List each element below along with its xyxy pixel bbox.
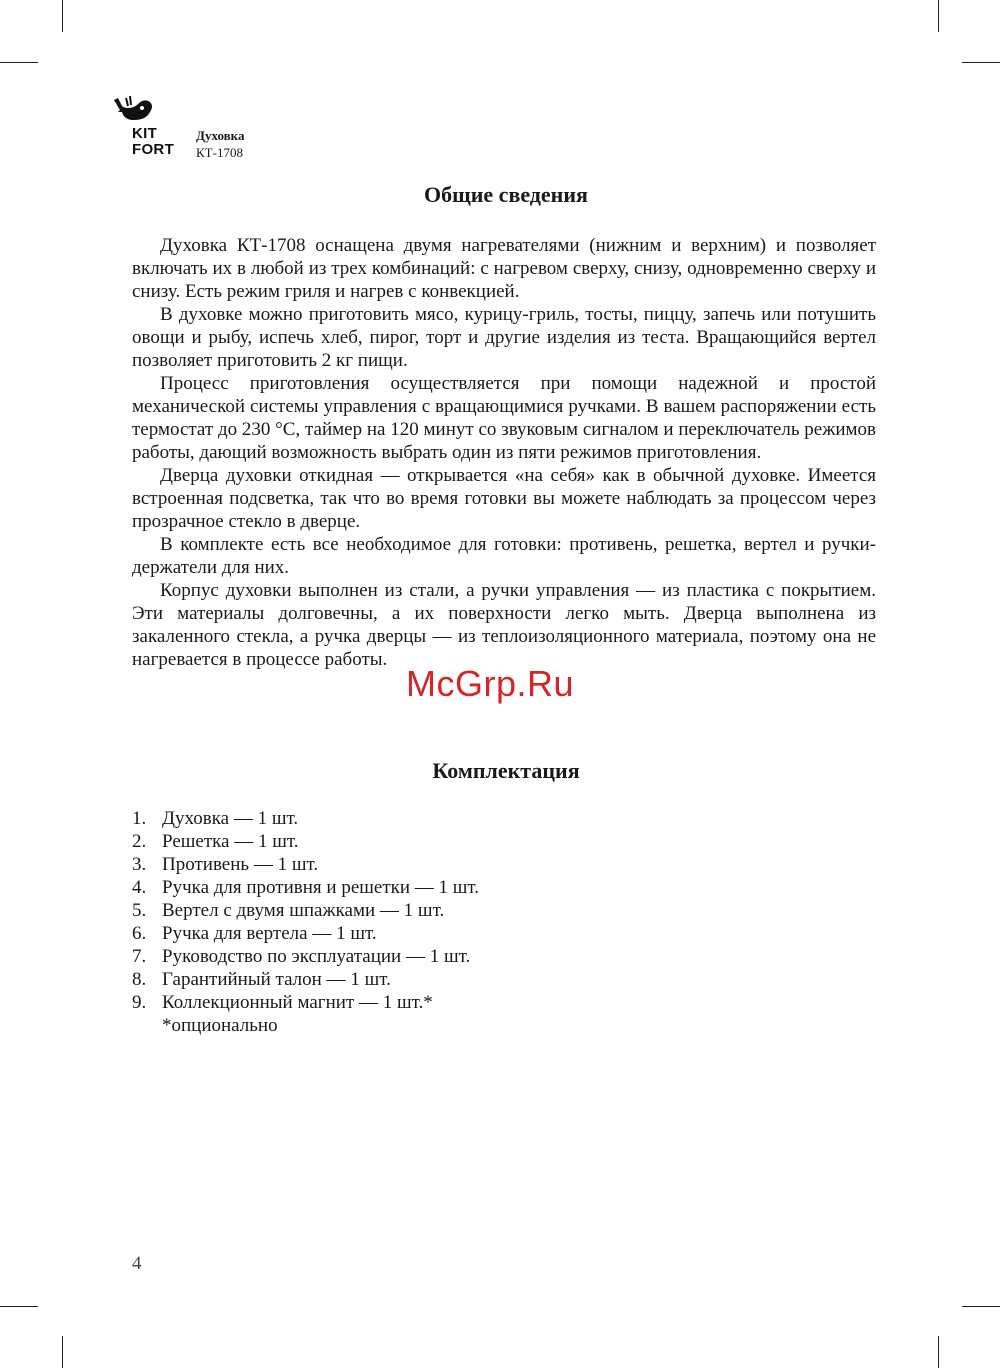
item-text: Ручка для вертела — 1 шт. bbox=[162, 923, 377, 944]
package-contents-list bbox=[132, 807, 479, 1014]
item-number: 3. bbox=[132, 854, 147, 875]
item-text: Ручка для противня и решетки — 1 шт. bbox=[162, 877, 480, 898]
list-item bbox=[132, 830, 479, 853]
item-number: 1. bbox=[132, 808, 147, 829]
item-number: 5. bbox=[132, 900, 147, 921]
kitfort-cat-logo-icon bbox=[112, 96, 158, 126]
item-number: 6. bbox=[132, 923, 147, 944]
list-item bbox=[132, 991, 479, 1014]
paragraph: В духовке можно приготовить мясо, курицу-гриль, тосты, пиццу, запечь или потушить овощи и рыбу, испечь хлеб, пирог, торт и другие изделия из теста. Вращающийся вертел позволяет приготовить 2 кг пищи. bbox=[132, 304, 876, 371]
item-text: Коллекционный магнит — 1 шт.* bbox=[162, 992, 433, 1013]
logo-line-1: KIT bbox=[132, 125, 158, 142]
watermark: McGrp.Ru bbox=[406, 663, 575, 704]
item-text: Вертел с двумя шпажками — 1 шт. bbox=[162, 900, 445, 921]
crop-mark bbox=[962, 1306, 1000, 1307]
footnote: *опционально bbox=[162, 1015, 278, 1036]
section-title-contents: Комплектация bbox=[432, 758, 580, 783]
page-number: 4 bbox=[132, 1253, 142, 1274]
list-item bbox=[132, 968, 479, 991]
item-number: 8. bbox=[132, 969, 147, 990]
crop-mark bbox=[962, 62, 1000, 63]
product-model: КТ-1708 bbox=[196, 145, 243, 160]
paragraph: Корпус духовки выполнен из стали, а ручки управления — из пластика с покрытием. Эти материалы долговечны, а их поверхности легко мыть. Дверца выполнена из закаленного стекла, а ручка дверцы — из теплоизоляционного материала, поэтому она не нагревается в процессе работы. bbox=[132, 580, 876, 670]
paragraph: Духовка КТ-1708 оснащена двумя нагревателями (нижним и верхним) и позволяет включать их в любой из трех комбинаций: с нагревом сверху, снизу, одновременно сверху и снизу. Есть режим гриля и нагрев с конвекцией. bbox=[132, 235, 876, 302]
item-text: Решетка — 1 шт. bbox=[162, 831, 299, 852]
item-number: 4. bbox=[132, 877, 147, 898]
list-item bbox=[132, 876, 479, 899]
paragraph: Процесс приготовления осуществляется при помощи надежной и простой механической системы управления с вращающимися ручками. В вашем распоряжении есть термостат до 230 °C, таймер на 120 минут со звуковым сигналом и переключатель режимов работы, дающий возможность выбрать один из пяти режимов приготовления. bbox=[132, 373, 876, 463]
item-text: Духовка — 1 шт. bbox=[162, 808, 299, 829]
list-item bbox=[132, 899, 479, 922]
list-item bbox=[132, 945, 479, 968]
crop-mark bbox=[62, 0, 63, 32]
list-item bbox=[132, 922, 479, 945]
logo-line-2: FORT bbox=[132, 141, 175, 158]
paragraph: В комплекте есть все необходимое для готовки: противень, решетка, вертел и ручки-держатели для них. bbox=[132, 534, 876, 578]
item-text: Противень — 1 шт. bbox=[162, 854, 319, 875]
general-info-text bbox=[132, 234, 876, 671]
item-text: Руководство по эксплуатации — 1 шт. bbox=[162, 946, 471, 967]
product-title: Духовка bbox=[196, 128, 245, 143]
list-item bbox=[132, 853, 479, 876]
item-text: Гарантийный талон — 1 шт. bbox=[162, 969, 391, 990]
crop-mark bbox=[0, 62, 38, 63]
page-header bbox=[112, 96, 312, 166]
paragraph: Дверца духовки откидная — открывается «на себя» как в обычной духовке. Имеется встроенная подсветка, так что во время готовки вы можете наблюдать за процессом через прозрачное стекло в дверце. bbox=[132, 465, 876, 532]
brand-logo-text bbox=[132, 126, 174, 158]
crop-mark bbox=[62, 1336, 63, 1368]
crop-mark bbox=[938, 1336, 939, 1368]
item-number: 9. bbox=[132, 992, 147, 1013]
section-title-general: Общие сведения bbox=[424, 182, 588, 207]
list-item bbox=[132, 807, 479, 830]
crop-mark bbox=[938, 0, 939, 32]
item-number: 7. bbox=[132, 946, 147, 967]
item-number: 2. bbox=[132, 831, 147, 852]
crop-mark bbox=[0, 1306, 38, 1307]
